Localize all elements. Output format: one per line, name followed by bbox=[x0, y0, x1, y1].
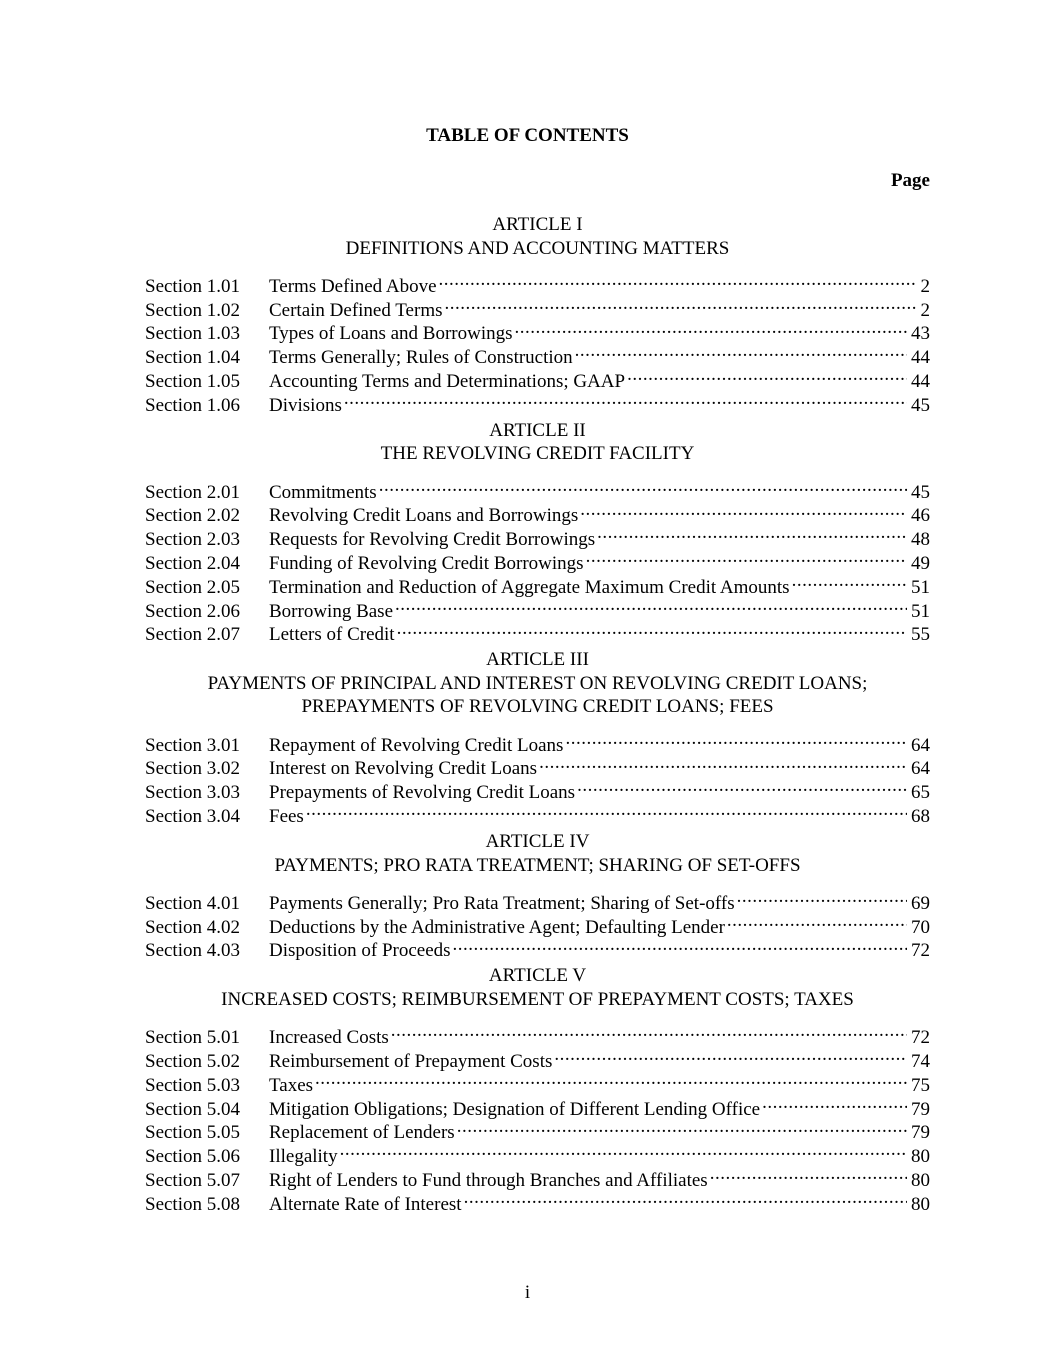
section-page-number: 51 bbox=[911, 576, 930, 598]
section-title: Terms Generally; Rules of Construction bbox=[269, 347, 573, 369]
section-number: Section 5.03 bbox=[145, 1074, 240, 1096]
section-title: Deductions by the Administrative Agent; Defaulting Lender bbox=[269, 916, 725, 938]
section-title: Letters of Credit bbox=[269, 624, 395, 646]
dot-leader bbox=[710, 1162, 907, 1186]
section-number: Section 2.05 bbox=[145, 576, 240, 598]
section-number: Section 4.02 bbox=[145, 916, 240, 938]
section-page-number: 51 bbox=[911, 600, 930, 622]
dot-leader bbox=[586, 545, 907, 569]
section-page-number: 80 bbox=[911, 1170, 930, 1192]
section-number: Section 1.04 bbox=[145, 347, 240, 369]
dot-leader bbox=[397, 617, 907, 641]
dot-leader bbox=[737, 885, 907, 909]
section-title: Alternate Rate of Interest bbox=[269, 1193, 462, 1215]
dot-leader bbox=[539, 751, 907, 775]
section-title: Termination and Reduction of Aggregate Maximum Credit Amounts bbox=[269, 576, 790, 598]
dot-leader bbox=[445, 292, 917, 316]
dot-leader bbox=[315, 1067, 907, 1091]
section-page-number: 45 bbox=[911, 394, 930, 416]
dot-leader bbox=[306, 798, 907, 822]
section-title: Increased Costs bbox=[269, 1027, 389, 1049]
dot-leader bbox=[439, 268, 917, 292]
toc-entry[interactable] bbox=[145, 474, 930, 503]
article-number: ARTICLE IV bbox=[485, 831, 590, 853]
section-number: Section 3.01 bbox=[145, 734, 240, 756]
section-page-number: 79 bbox=[911, 1122, 930, 1144]
section-number: Section 5.07 bbox=[145, 1170, 240, 1192]
footer-page-number: i bbox=[524, 1282, 531, 1303]
dot-leader bbox=[344, 387, 907, 411]
page-column-label: Page bbox=[890, 170, 930, 191]
section-page-number: 74 bbox=[911, 1051, 930, 1073]
dot-leader bbox=[762, 1091, 907, 1115]
dot-leader bbox=[515, 316, 907, 340]
article-title: PREPAYMENTS OF REVOLVING CREDIT LOANS; FEES bbox=[301, 696, 774, 718]
section-title: Reimbursement of Prepayment Costs bbox=[269, 1051, 553, 1073]
toc-article bbox=[145, 648, 930, 828]
section-number: Section 4.03 bbox=[145, 940, 240, 962]
article-number: ARTICLE V bbox=[488, 965, 587, 987]
section-page-number: 69 bbox=[911, 892, 930, 914]
section-number: Section 2.06 bbox=[145, 600, 240, 622]
section-page-number: 70 bbox=[911, 916, 930, 938]
section-number: Section 3.02 bbox=[145, 758, 240, 780]
section-number: Section 4.01 bbox=[145, 892, 240, 914]
article-number: ARTICLE III bbox=[486, 649, 589, 671]
section-page-number: 2 bbox=[920, 275, 930, 297]
section-page-number: 80 bbox=[911, 1193, 930, 1215]
section-title: Interest on Revolving Credit Loans bbox=[269, 758, 538, 780]
toc-article bbox=[145, 213, 930, 416]
section-title: Right of Lenders to Fund through Branches and Affiliates bbox=[269, 1170, 708, 1192]
section-page-number: 75 bbox=[911, 1074, 930, 1096]
section-title: Types of Loans and Borrowings bbox=[269, 323, 513, 345]
dot-leader bbox=[577, 774, 907, 798]
section-page-number: 45 bbox=[911, 481, 930, 503]
article-title: PAYMENTS; PRO RATA TREATMENT; SHARING OF SET-OFFS bbox=[274, 854, 801, 876]
section-number: Section 1.03 bbox=[145, 323, 240, 345]
toc-body bbox=[145, 213, 930, 1215]
section-page-number: 72 bbox=[911, 1027, 930, 1049]
section-title: Divisions bbox=[269, 394, 342, 416]
section-list bbox=[145, 1019, 930, 1215]
article-title: THE REVOLVING CREDIT FACILITY bbox=[380, 443, 695, 465]
dot-leader bbox=[580, 498, 907, 522]
dot-leader bbox=[565, 727, 907, 751]
section-number: Section 1.06 bbox=[145, 394, 240, 416]
article-title: DEFINITIONS AND ACCOUNTING MATTERS bbox=[345, 237, 730, 259]
section-page-number: 48 bbox=[911, 529, 930, 551]
dot-leader bbox=[464, 1186, 907, 1210]
article-heading bbox=[145, 830, 930, 877]
article-heading bbox=[145, 419, 930, 466]
section-title: Mitigation Obligations; Designation of Different Lending Office bbox=[269, 1098, 761, 1120]
dot-leader bbox=[395, 593, 907, 617]
toc-entry[interactable] bbox=[145, 268, 930, 297]
section-list bbox=[145, 268, 930, 416]
dot-leader bbox=[597, 521, 907, 545]
article-title: INCREASED COSTS; REIMBURSEMENT OF PREPAYMENT COSTS; TAXES bbox=[221, 988, 854, 1010]
dot-leader bbox=[391, 1019, 907, 1043]
section-list bbox=[145, 474, 930, 646]
toc-entry[interactable] bbox=[145, 885, 930, 914]
section-page-number: 44 bbox=[911, 347, 930, 369]
section-title: Illegality bbox=[269, 1146, 338, 1168]
section-number: Section 5.02 bbox=[145, 1051, 240, 1073]
section-page-number: 72 bbox=[911, 940, 930, 962]
section-number: Section 5.05 bbox=[145, 1122, 240, 1144]
section-number: Section 1.01 bbox=[145, 275, 240, 297]
section-page-number: 64 bbox=[911, 758, 930, 780]
toc-entry[interactable] bbox=[145, 1019, 930, 1049]
section-page-number: 64 bbox=[911, 734, 930, 756]
toc-article bbox=[145, 964, 930, 1215]
section-title: Repayment of Revolving Credit Loans bbox=[269, 734, 564, 756]
section-number: Section 3.03 bbox=[145, 782, 240, 804]
section-number: Section 2.07 bbox=[145, 624, 240, 646]
section-title: Funding of Revolving Credit Borrowings bbox=[269, 552, 584, 574]
dot-leader bbox=[575, 339, 907, 363]
section-number: Section 1.05 bbox=[145, 370, 240, 392]
dot-leader bbox=[627, 363, 907, 387]
section-page-number: 65 bbox=[911, 782, 930, 804]
section-page-number: 55 bbox=[911, 624, 930, 646]
toc-entry[interactable] bbox=[145, 727, 930, 756]
article-number: ARTICLE II bbox=[489, 419, 586, 441]
section-title: Disposition of Proceeds bbox=[269, 940, 451, 962]
section-number: Section 2.01 bbox=[145, 481, 240, 503]
section-title: Requests for Revolving Credit Borrowings bbox=[269, 529, 596, 551]
article-title: PAYMENTS OF PRINCIPAL AND INTEREST ON REVOLVING CREDIT LOANS; bbox=[207, 672, 868, 694]
article-heading bbox=[145, 964, 930, 1011]
section-number: Section 5.08 bbox=[145, 1193, 240, 1215]
dot-leader bbox=[792, 569, 907, 593]
section-page-number: 46 bbox=[911, 505, 930, 527]
section-list bbox=[145, 885, 930, 962]
toc-article bbox=[145, 419, 930, 646]
section-title: Revolving Credit Loans and Borrowings bbox=[269, 505, 579, 527]
article-number: ARTICLE I bbox=[492, 214, 583, 235]
article-heading bbox=[145, 213, 930, 260]
section-title: Taxes bbox=[269, 1074, 314, 1096]
section-title: Terms Defined Above bbox=[269, 275, 437, 297]
section-title: Borrowing Base bbox=[269, 600, 394, 622]
dot-leader bbox=[340, 1138, 907, 1162]
section-page-number: 68 bbox=[911, 806, 930, 828]
section-number: Section 2.02 bbox=[145, 505, 240, 527]
section-page-number: 79 bbox=[911, 1098, 930, 1120]
section-list bbox=[145, 727, 930, 828]
section-page-number: 44 bbox=[911, 370, 930, 392]
section-page-number: 80 bbox=[911, 1146, 930, 1168]
section-title: Replacement of Lenders bbox=[269, 1122, 455, 1144]
section-number: Section 5.04 bbox=[145, 1098, 240, 1120]
section-title: Fees bbox=[269, 806, 304, 828]
page-title: TABLE OF CONTENTS bbox=[426, 125, 629, 146]
section-number: Section 5.06 bbox=[145, 1146, 240, 1168]
section-page-number: 43 bbox=[911, 323, 930, 345]
section-title: Commitments bbox=[269, 481, 377, 503]
section-number: Section 1.02 bbox=[145, 299, 240, 321]
article-heading bbox=[145, 648, 930, 719]
section-number: Section 2.04 bbox=[145, 552, 240, 574]
section-number: Section 3.04 bbox=[145, 806, 240, 828]
dot-leader bbox=[727, 909, 907, 933]
section-title: Certain Defined Terms bbox=[269, 299, 443, 321]
dot-leader bbox=[554, 1043, 907, 1067]
dot-leader bbox=[457, 1115, 907, 1139]
section-title: Accounting Terms and Determinations; GAAP bbox=[269, 370, 626, 392]
section-page-number: 2 bbox=[920, 299, 930, 321]
toc-article bbox=[145, 830, 930, 962]
section-page-number: 49 bbox=[911, 552, 930, 574]
dot-leader bbox=[453, 933, 907, 957]
section-title: Prepayments of Revolving Credit Loans bbox=[269, 782, 576, 804]
dot-leader bbox=[379, 474, 907, 498]
section-title: Payments Generally; Pro Rata Treatment; Sharing of Set-offs bbox=[269, 892, 735, 914]
section-number: Section 5.01 bbox=[145, 1027, 240, 1049]
section-number: Section 2.03 bbox=[145, 529, 240, 551]
